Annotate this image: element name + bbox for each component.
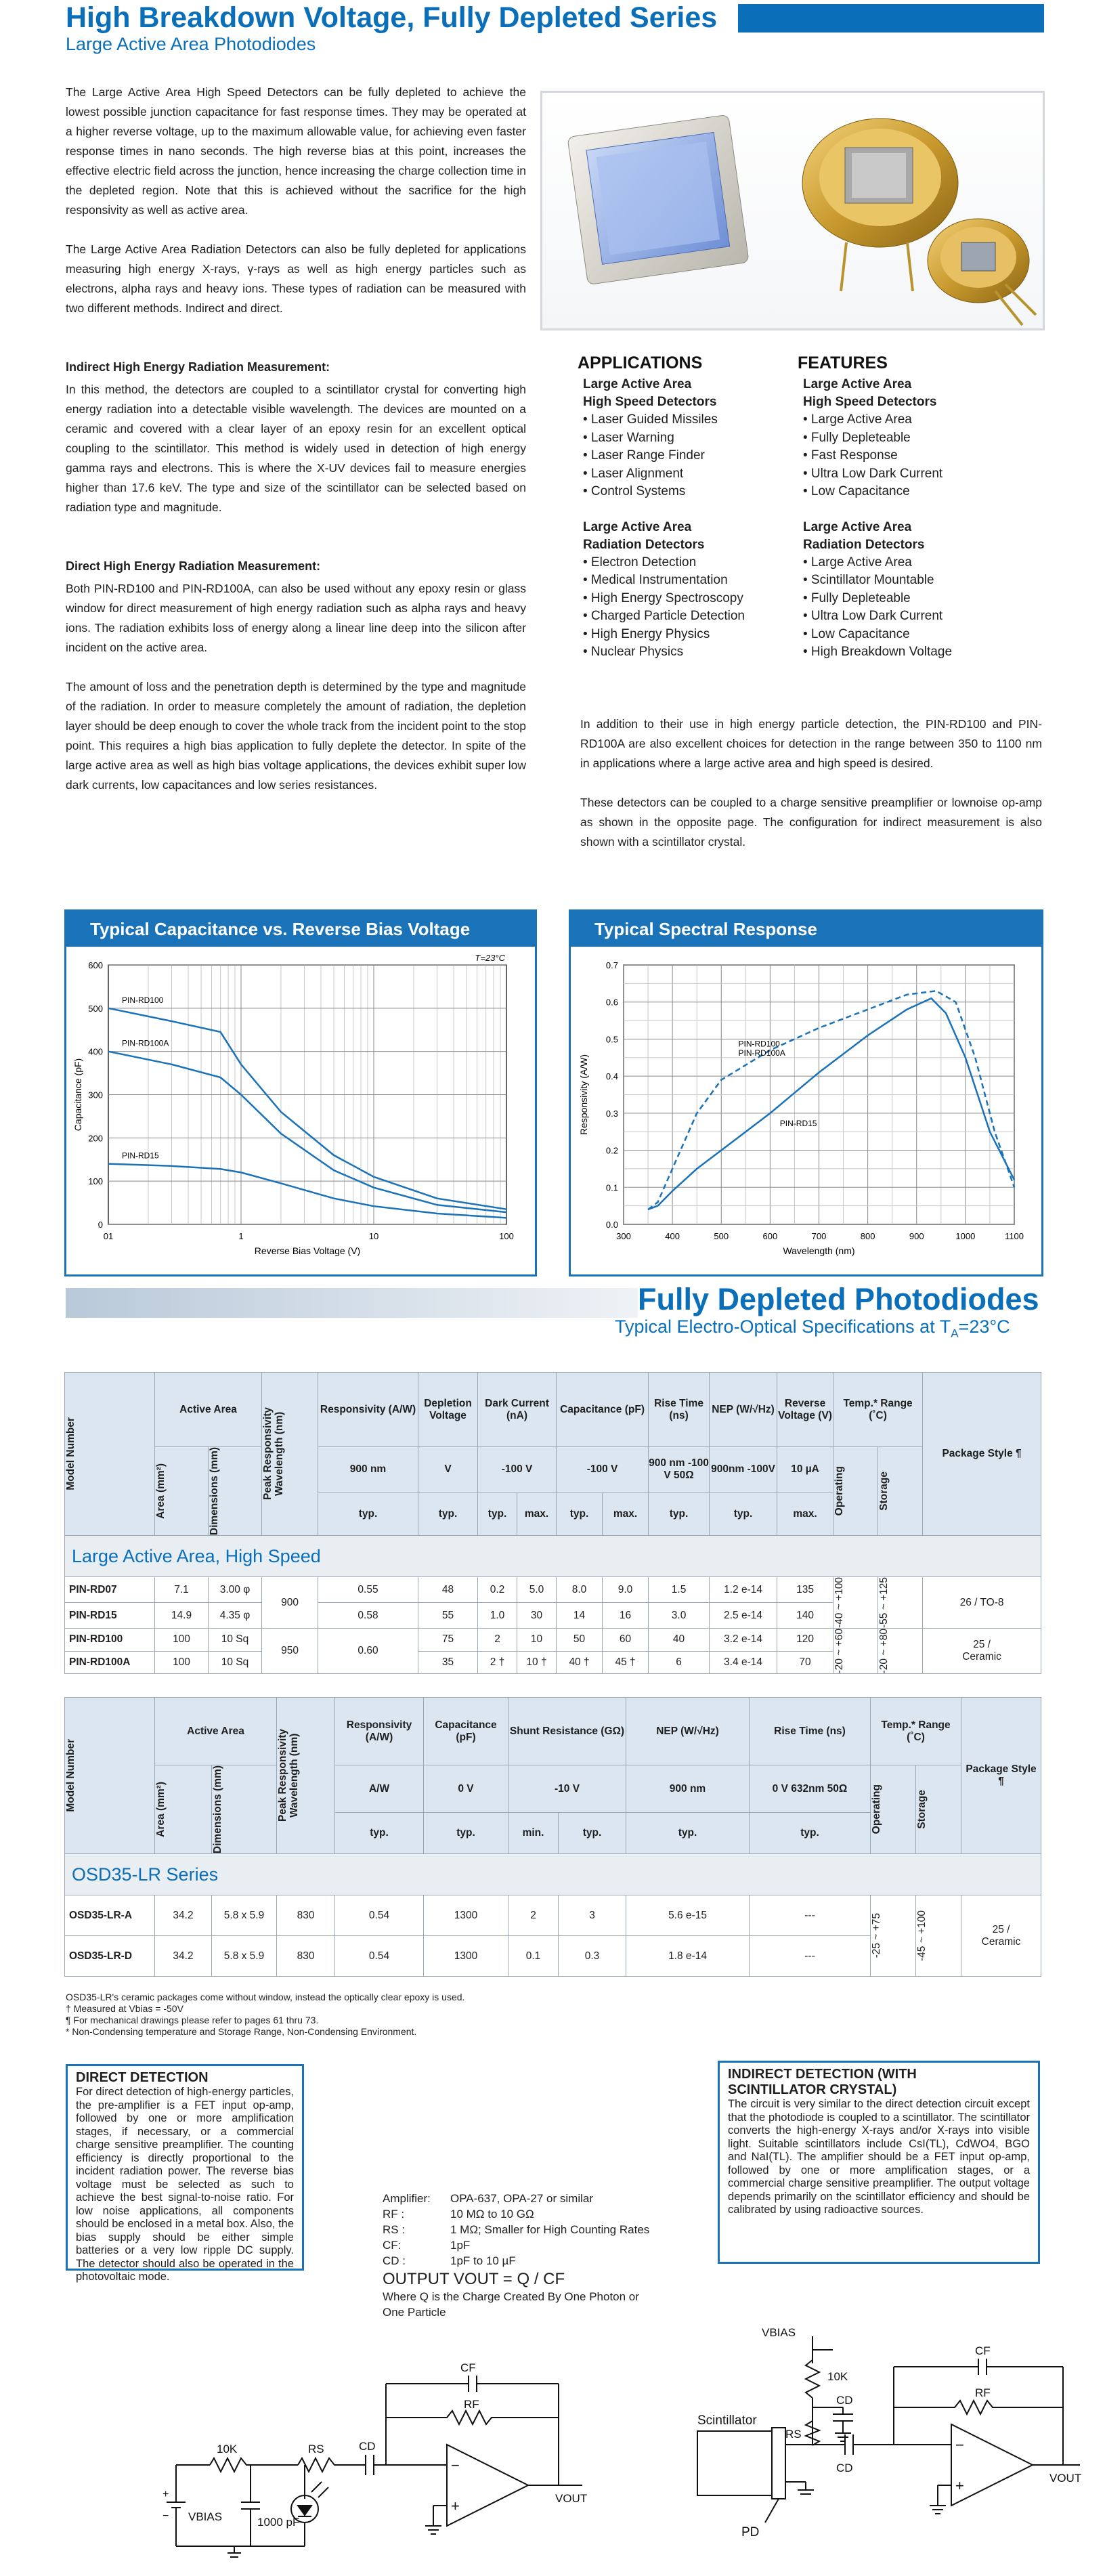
list-item: • Large Active Area [803,555,912,570]
col-reverse-voltage: Reverse Voltage (V) [777,1373,833,1447]
list-item: • Low Capacitance [803,626,910,641]
intro-paragraph-1: The Large Active Area High Speed Detectors can be fully depleted to achieve the lowest possible junction capacitance for fast response times. They may be operated at a higher reverse voltage, up to the maximum allowable value, for achieving even faster response times in nano seconds. The high reverse bias at this point, increases the effective electric field across the junction, hence increasing the charge collection time in the depleted region. Note that this is achieved without the sacrifice for the high responsivity as well as active area. [66,85,526,217]
q-typ: typ. [626,1813,750,1854]
x-tick-label: 1000 [955,1231,976,1241]
page-subtitle: Large Active Area Photodiodes [66,34,316,54]
series-label: PIN-RD100 [738,1039,780,1049]
col-depletion-voltage: Depletion Voltage [418,1373,478,1447]
direct-paragraph-2: The amount of loss and the penetration depth is determined by the type and magnitude of the radiation. In order to measure completely the amount of radiation, the depletion layer should be deep enough to cover the whole track from the incident point to the stop point. This requires a high bias application to fully deplete the detector. In spite of the large active area as well as high bias voltage applications, the devices exhibit super low dark currents, low capacitances and low series resistances. [66,680,526,792]
col-peak-wavelength: Peak Responsivity Wavelength (nm) [277,1729,301,1822]
col-nep: NEP (W/√Hz) [626,1698,750,1765]
direct-detection-circuit [162,2361,596,2567]
list-item: • Medical Instrumentation [583,573,728,587]
ceramic-package-icon [567,114,749,284]
label-cd: CD [836,2462,853,2474]
direct-detection-title: DIRECT DETECTION [76,2070,209,2085]
label-rs: RS [785,2428,802,2441]
indirect-paragraph: In this method, the detectors are coupled to a scintillator crystal for converting high energy radiation into a detectable visible wavelength. The devices are mounted on a ceramic and covered with a clear layer of an epoxy resin for an excellent optical coupling to the scintillator. This method is widely used in detection of high energy gamma rays and electrons. This is where the X-UV devices fail to measure energies higher than 17.6 keV. The type and size of the scintillator can be selected based on radiation type and magnitude. [66,383,526,514]
features-group1-head: Large Active Area High Speed Detectors [803,377,937,409]
list-item: • Large Active Area [803,412,912,427]
col-package-style: Package Style ¶ [923,1373,1041,1536]
x-tick-label: 700 [811,1231,827,1241]
y-tick-label: 500 [88,1003,103,1014]
col-area: Area (mm²) [155,1463,167,1519]
q-max: max. [603,1493,649,1535]
cond-nep: 900nm -100V [710,1447,777,1493]
spec-table-high-speed [64,1372,1041,1674]
cond-v: V [418,1447,478,1493]
col-responsivity: Responsivity (A/W) [318,1373,418,1447]
table-notes [66,1992,810,2038]
col-temp-range: Temp.* Range (˚C) [833,1373,923,1447]
direct-detection-text: For direct detection of high-energy particles, the pre-amplifier is a FET input op-amp, followed by one or more amplification stages, if necessary, or a commercial charge sensitive preamplifier. The counting efficiency is directly proportional to the incident radiation power. The reverse bias voltage must be selected as such to achieve the best signal-to-noise ratio. For low noise applications, all components should be enclosed in a metal box. Also, the bias supply should be either simple batteries or a very low ripple DC supply. The detector should also be operated in the photovoltaic mode. [76,2086,294,2283]
svg-text:−: − [955,2437,964,2453]
series-label: PIN-RD100 [122,995,164,1005]
right-text-column [580,714,1042,852]
indirect-detection-circuit [697,2313,1083,2573]
q-typ: typ. [478,1493,517,1535]
amp-row: Amplifier: OPA-637, OPA-27 or similar [383,2192,593,2205]
col-rise-time: Rise Time (ns) [750,1698,871,1765]
col-shunt-resistance: Shunt Resistance (GΩ) [508,1698,626,1765]
col-temp-range: Temp.* Range (˚C) [871,1698,961,1765]
y-axis-label: Capacitance (pF) [72,1058,83,1132]
header-accent-bar [738,4,1044,33]
col-storage: Storage [878,1472,890,1511]
x-tick-label: 01 [103,1231,114,1241]
cond-rise: 900 nm -100 V 50Ω [649,1447,710,1493]
col-operating: Operating [871,1784,883,1834]
label-cd: CD [359,2440,376,2453]
list-item: • Fully Depleteable [803,430,911,445]
q-typ: typ. [750,1813,871,1854]
cond-900nm: 900 nm [626,1765,750,1813]
svg-text:+: + [955,2477,964,2494]
col-responsivity: Responsivity (A/W) [335,1698,424,1765]
direct-paragraph: Both PIN-RD100 and PIN-RD100A, can also be used without any epoxy resin or glass window for direct measurement of high energy radiation such as alpha rays and heavy ions. The radiation exhibits loss of energy along a linear line deep into the silicon after incident on the active area. [66,582,526,654]
x-tick-label: 1 [238,1231,244,1241]
x-axis-label: Reverse Bias Voltage (V) [254,1245,361,1256]
label-vbias: VBIAS [762,2326,796,2339]
list-item: • Scintillator Mountable [803,573,934,587]
label-1000pf: 1000 pF [257,2516,300,2529]
col-active-area: Active Area [155,1698,277,1765]
col-capacitance: Capacitance (pF) [557,1373,649,1447]
q-min: min. [508,1813,559,1854]
list-item: • Electron Detection [583,555,697,570]
indirect-detection-box [718,2061,1040,2264]
x-tick-label: 600 [762,1231,778,1241]
q-typ: typ. [318,1493,418,1535]
amp-row: CD : 1pF to 10 µF [383,2254,516,2267]
list-item: • High Energy Spectroscopy [583,591,743,605]
q-typ: typ. [710,1493,777,1535]
x-tick-label: 100 [499,1231,514,1241]
cond-rev: 10 µA [777,1447,833,1493]
table-row: OSD35-LR-A 34.2 5.8 x 5.9 830 0.54 1300 2 3 5.6 e-15 --- -25 ~ +75 -45 ~ +100 25 / Ceramic [65,1895,1041,1936]
indirect-detection-text: The circuit is very similar to the direct detection circuit except that the photodiode is coupled to a scintillator. The scintillator converts the high-energy X-rays and/or X-rays into visible light. Suitable scintillators include CsI(TL), CdWO4, BGO and NaI(TL). The amplifier should be a FET input op-amp, followed by one or more amplification stages, or a commercial charge sensitive preamplifier. The output voltage depends primarily on the scintillator efficiency and should be calibrated by using radioactive sources. [728,2098,1030,2216]
output-formula: OUTPUT VOUT = Q / CF [383,2270,565,2288]
x-tick-label: 500 [714,1231,729,1241]
cond-0v: 0 V [424,1765,508,1813]
applications-list [578,353,781,662]
series-label: PIN-RD15 [779,1119,817,1129]
col-model-number: Model Number [65,1739,77,1812]
label-rf: RF [464,2398,479,2411]
formula-note: One Particle [383,2306,446,2319]
col-capacitance: Capacitance (pF) [424,1698,508,1765]
list-item: • Laser Alignment [583,466,684,481]
capacitance-chart [66,947,535,1274]
label-cf: CF [975,2344,991,2357]
features-title: FEATURES [798,353,888,372]
list-item: • Fast Response [803,448,898,463]
indirect-detection-title: INDIRECT DETECTION (WITH SCINTILLATOR CRYSTAL) [728,2067,917,2097]
x-tick-label: 400 [665,1231,680,1241]
x-tick-label: 1100 [1005,1231,1024,1241]
amp-row: RS : 1 MΩ; Smaller for High Counting Rates [383,2223,650,2236]
x-tick-label: 300 [616,1231,631,1241]
list-item: • Fully Depleteable [803,591,911,605]
amplifier-specs [383,2191,708,2320]
capacitance-chart-box [64,909,537,1276]
features-group2-head: Large Active Area Radiation Detectors [803,519,925,552]
cond-aw: A/W [335,1765,424,1813]
cond-10v: -10 V [508,1765,626,1813]
col-storage: Storage [916,1790,928,1829]
label-vbias: VBIAS [188,2510,223,2523]
q-typ: typ. [557,1493,603,1535]
x-axis-label: Wavelength (nm) [783,1245,855,1256]
label-cf: CF [460,2361,476,2374]
col-nep: NEP (W/√Hz) [710,1373,777,1447]
amp-row: RF : 10 MΩ to 10 GΩ [383,2208,534,2220]
spectral-chart [571,947,1041,1274]
label-pd: PD [741,2525,760,2539]
q-max: max. [777,1493,833,1535]
table-row: PIN-RD07 7.1 3.00 φ 900 0.55 48 0.2 5.0 8.0 9.0 1.5 1.2 e-14 135 -40 ~ +100 -55 ~ +125 26 / TO-8 [65,1577,1041,1603]
direct-detection-box [66,2064,304,2283]
col-dimensions: Dimensions (mm) [209,1447,220,1536]
series-label: PIN-RD100A [738,1048,785,1058]
q-max: max. [517,1493,557,1535]
x-tick-label: 10 [368,1231,379,1241]
x-tick-label: 800 [860,1231,875,1241]
list-item: • Nuclear Physics [583,645,684,659]
col-package-style: Package Style ¶ [961,1698,1041,1854]
col-operating: Operating [833,1466,846,1516]
cond-900nm: 900 nm [318,1447,418,1493]
list-item: • Ultra Low Dark Current [803,609,943,623]
amp-row: CF: 1pF [383,2239,471,2252]
q-typ: typ. [559,1813,626,1854]
note: OSD35-LR's ceramic packages come without window, instead the optically clear epoxy is used. [66,1992,465,2002]
page-title: High Breakdown Voltage, Fully Depleted Series [66,1,718,34]
y-tick-label: 300 [88,1090,103,1100]
note: ¶ For mechanical drawings please refer to pages 61 thru 73. [66,2015,319,2025]
table-row: PIN-RD100A 100 10 Sq 35 2 † 10 † 40 † 45 † 6 3.4 e-14 70 [65,1651,1041,1674]
y-tick-label: 0.3 [605,1108,618,1119]
col-peak-wavelength: Peak Responsivity Wavelength (nm) [262,1407,286,1501]
intro-column [66,83,526,795]
section-title: Fully Depleted Photodiodes [638,1282,1039,1316]
q-typ: typ. [649,1493,710,1535]
y-tick-label: 0 [98,1220,103,1230]
section-subtitle: Typical Electro-Optical Specifications at $T_A=23^\circ C$ [615,1316,1010,1340]
y-tick-label: 0.5 [605,1034,618,1045]
col-active-area: Active Area [155,1373,262,1447]
chart-annotation: T=23°C [475,953,505,963]
label-rf: RF [975,2386,991,2399]
intro-paragraph-2: The Large Active Area Radiation Detectors can also be fully depleted for applications measuring high energy X-rays, γ-rays as well as high energy particles such as electrons, alpha rays and heavy ions. These types of radiation can be measured with two different methods. Indirect and direct. [66,242,526,315]
y-tick-label: 200 [88,1133,103,1144]
col-dimensions: Dimensions (mm) [212,1765,223,1854]
cond-dark: -100 V [478,1447,557,1493]
y-tick-label: 0.6 [605,997,618,1008]
product-photo [528,88,1070,332]
col-model-number: Model Number [65,1417,77,1490]
y-tick-label: 0.0 [605,1220,618,1230]
list-item: • Ultra Low Dark Current [803,466,943,481]
table-row: PIN-RD100 100 10 Sq 950 0.60 75 2 10 50 60 40 3.2 e-14 120 -20 ~ +60 -20 ~ +80 25 / Ceramic [65,1629,1041,1652]
table-row: PIN-RD15 14.9 4.35 φ 0.58 55 1.0 30 14 16 3.0 2.5 e-14 140 [65,1603,1041,1629]
q-typ: typ. [424,1813,508,1854]
label-cd: CD [836,2394,853,2407]
spectral-chart-box [569,909,1043,1276]
col-rise-time: Rise Time (ns) [649,1373,710,1447]
col-area: Area (mm²) [155,1782,167,1837]
list-item: • Laser Warning [583,430,674,445]
table-band-osd35: OSD35-LR Series [65,1854,1041,1895]
features-list [798,353,1028,662]
label-10k: 10K [217,2443,238,2455]
y-tick-label: 0.1 [605,1182,618,1193]
cond-rise: 0 V 632nm 50Ω [750,1765,871,1813]
list-item: • Laser Range Finder [583,448,705,463]
y-tick-label: 0.7 [605,960,618,970]
label-vout: VOUT [555,2492,588,2505]
section-band [66,1288,638,1318]
label-10k: 10K [827,2370,848,2383]
note: † Measured at Vbias = -50V [66,2003,183,2014]
label-scintillator: Scintillator [697,2413,757,2428]
y-tick-label: 0.4 [605,1071,618,1082]
q-typ: typ. [335,1813,424,1854]
svg-text:−: − [451,2457,460,2474]
list-item: • High Energy Physics [583,626,710,641]
table-band-high-speed: Large Active Area, High Speed [65,1536,1041,1577]
y-axis-label: Responsivity (A/W) [578,1054,589,1136]
capacitance-chart-title: Typical Capacitance vs. Reverse Bias Voltage [66,911,535,947]
spec-table-osd35 [64,1697,1041,1977]
list-item: • Laser Guided Missiles [583,412,718,427]
svg-text:+: + [451,2497,460,2514]
list-item: • High Breakdown Voltage [803,645,953,659]
x-tick-label: 900 [909,1231,924,1241]
right-paragraph-2: These detectors can be coupled to a charge sensitive preamplifier or lownoise op-amp as shown in the opposite page. The configuration for indirect measurement is also shown with a scintillator crystal. [580,796,1042,849]
note: * Non-Condensing temperature and Storage Range, Non-Condensing Environment. [66,2026,417,2037]
list-item: • Low Capacitance [803,484,910,498]
y-tick-label: 0.2 [605,1145,618,1156]
col-dark-current: Dark Current (nA) [478,1373,557,1447]
series-label: PIN-RD15 [122,1151,159,1161]
to-can-small-icon [928,219,1036,325]
y-tick-label: 100 [88,1176,103,1187]
direct-heading: Direct High Energy Radiation Measurement: [66,559,321,573]
list-item: • Control Systems [583,484,686,498]
applications-title: APPLICATIONS [578,353,703,372]
label-rs: RS [308,2443,324,2455]
svg-text:−: − [162,2510,169,2522]
applications-group2-head: Large Active Area Radiation Detectors [583,519,705,552]
y-tick-label: 400 [88,1046,103,1057]
spectral-chart-title: Typical Spectral Response [571,911,1041,947]
list-item: • Charged Particle Detection [583,609,745,623]
table-row: OSD35-LR-D 34.2 5.8 x 5.9 830 0.54 1300 0.1 0.3 1.8 e-14 --- [65,1936,1041,1977]
applications-group1-head: Large Active Area High Speed Detectors [583,377,717,409]
y-tick-label: 600 [88,960,103,970]
series-label: PIN-RD100A [122,1038,169,1048]
indirect-heading: Indirect High Energy Radiation Measurement: [66,360,330,374]
cond-cap: -100 V [557,1447,649,1493]
svg-text:+: + [162,2489,169,2500]
q-typ: typ. [418,1493,478,1535]
formula-note: Where Q is the Charge Created By One Photon or [383,2290,639,2303]
right-paragraph-1: In addition to their use in high energy particle detection, the PIN-RD100 and PIN-RD100A are also excellent choices for detection in the range between 350 to 1100 nm in applications where a large active area and high speed is desired. [580,717,1042,770]
label-vout: VOUT [1049,2472,1082,2485]
